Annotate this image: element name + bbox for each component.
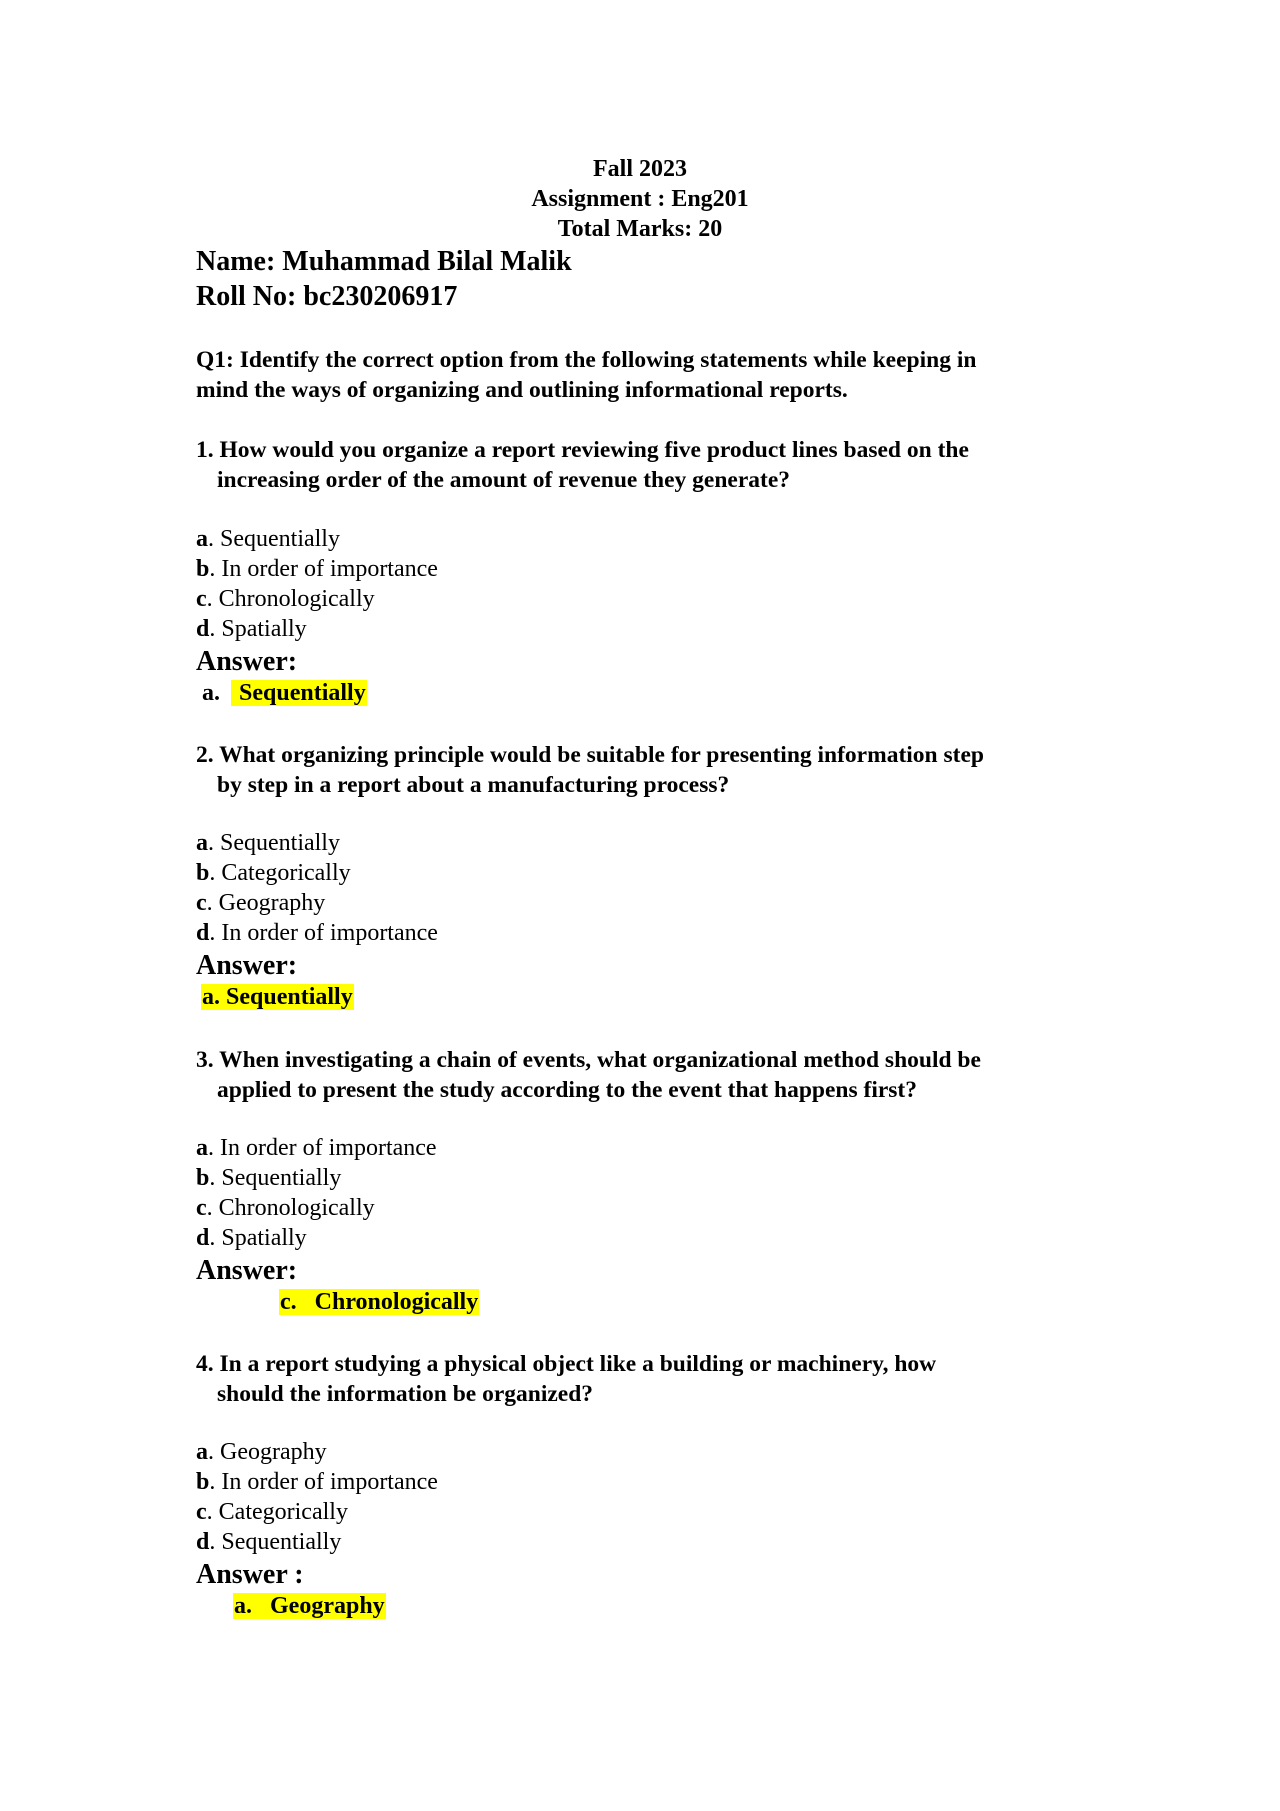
option-4a: a. Geography — [196, 1439, 327, 1465]
option-3a: a. In order of importance — [196, 1135, 437, 1161]
answer-3-letter: c. — [280, 1289, 297, 1315]
option-2a: a. Sequentially — [196, 830, 340, 856]
question-3-line2: applied to present the study according to the event that happens first? — [217, 1077, 918, 1103]
answer-1-text: Sequentially — [231, 680, 367, 706]
answer-1-label: Answer: — [196, 646, 298, 677]
option-1b: b. In order of importance — [196, 556, 438, 582]
question-4 — [196, 1349, 1126, 1409]
assignment-heading: Assignment : Eng201 — [531, 186, 749, 212]
option-3b: b. Sequentially — [196, 1165, 342, 1191]
option-4b: b. In order of importance — [196, 1469, 438, 1495]
option-2d: d. In order of importance — [196, 920, 438, 946]
answer-3 — [279, 1289, 479, 1316]
answer-4-text: Geography — [270, 1593, 385, 1619]
answer-2-text: a. Sequentially — [202, 984, 353, 1010]
option-3c: c. Chronologically — [196, 1195, 375, 1221]
answer-2 — [201, 984, 354, 1011]
question-1 — [196, 435, 1126, 495]
question-2-line2: by step in a report about a manufacturing process? — [217, 772, 730, 798]
q1-intro — [196, 345, 1126, 405]
question-3-line1: 3. When investigating a chain of events, what organizational method should be — [196, 1047, 981, 1073]
student-roll: Roll No: bc230206917 — [196, 281, 458, 312]
option-3d: d. Spatially — [196, 1225, 307, 1251]
q1-intro-line1: Q1: Identify the correct option from the following statements while keeping in — [196, 347, 977, 373]
option-1d: d. Spatially — [196, 616, 307, 642]
total-marks-heading: Total Marks: 20 — [557, 216, 723, 242]
answer-4-label: Answer : — [196, 1559, 304, 1590]
question-1-line1: 1. How would you organize a report reviewing five product lines based on the — [196, 437, 969, 463]
question-3 — [196, 1045, 1126, 1105]
term-heading: Fall 2023 — [593, 156, 687, 182]
answer-4 — [233, 1593, 386, 1620]
option-2c: c. Geography — [196, 890, 326, 916]
question-2-line1: 2. What organizing principle would be suitable for presenting information step — [196, 742, 984, 768]
option-2b: b. Categorically — [196, 860, 351, 886]
option-4c: c. Categorically — [196, 1499, 348, 1525]
question-4-line2: should the information be organized? — [217, 1381, 594, 1407]
question-4-line1: 4. In a report studying a physical object like a building or machinery, how — [196, 1351, 937, 1377]
q1-intro-line2: mind the ways of organizing and outlining informational reports. — [196, 377, 848, 403]
question-1-line2: increasing order of the amount of revenue they generate? — [217, 467, 791, 493]
answer-3-text: Chronologically — [314, 1289, 479, 1315]
option-4d: d. Sequentially — [196, 1529, 342, 1555]
answer-4-full — [233, 1593, 386, 1619]
option-1c: c. Chronologically — [196, 586, 375, 612]
student-name: Name: Muhammad Bilal Malik — [196, 246, 572, 277]
question-2 — [196, 740, 1126, 800]
answer-3-label: Answer: — [196, 1255, 298, 1286]
option-1a: a. Sequentially — [196, 526, 340, 552]
answer-2-label: Answer: — [196, 950, 298, 981]
answer-3-full — [279, 1289, 479, 1315]
answer-1 — [201, 680, 367, 707]
answer-4-letter: a. — [234, 1593, 252, 1619]
answer-1-letter: a. — [202, 680, 220, 706]
